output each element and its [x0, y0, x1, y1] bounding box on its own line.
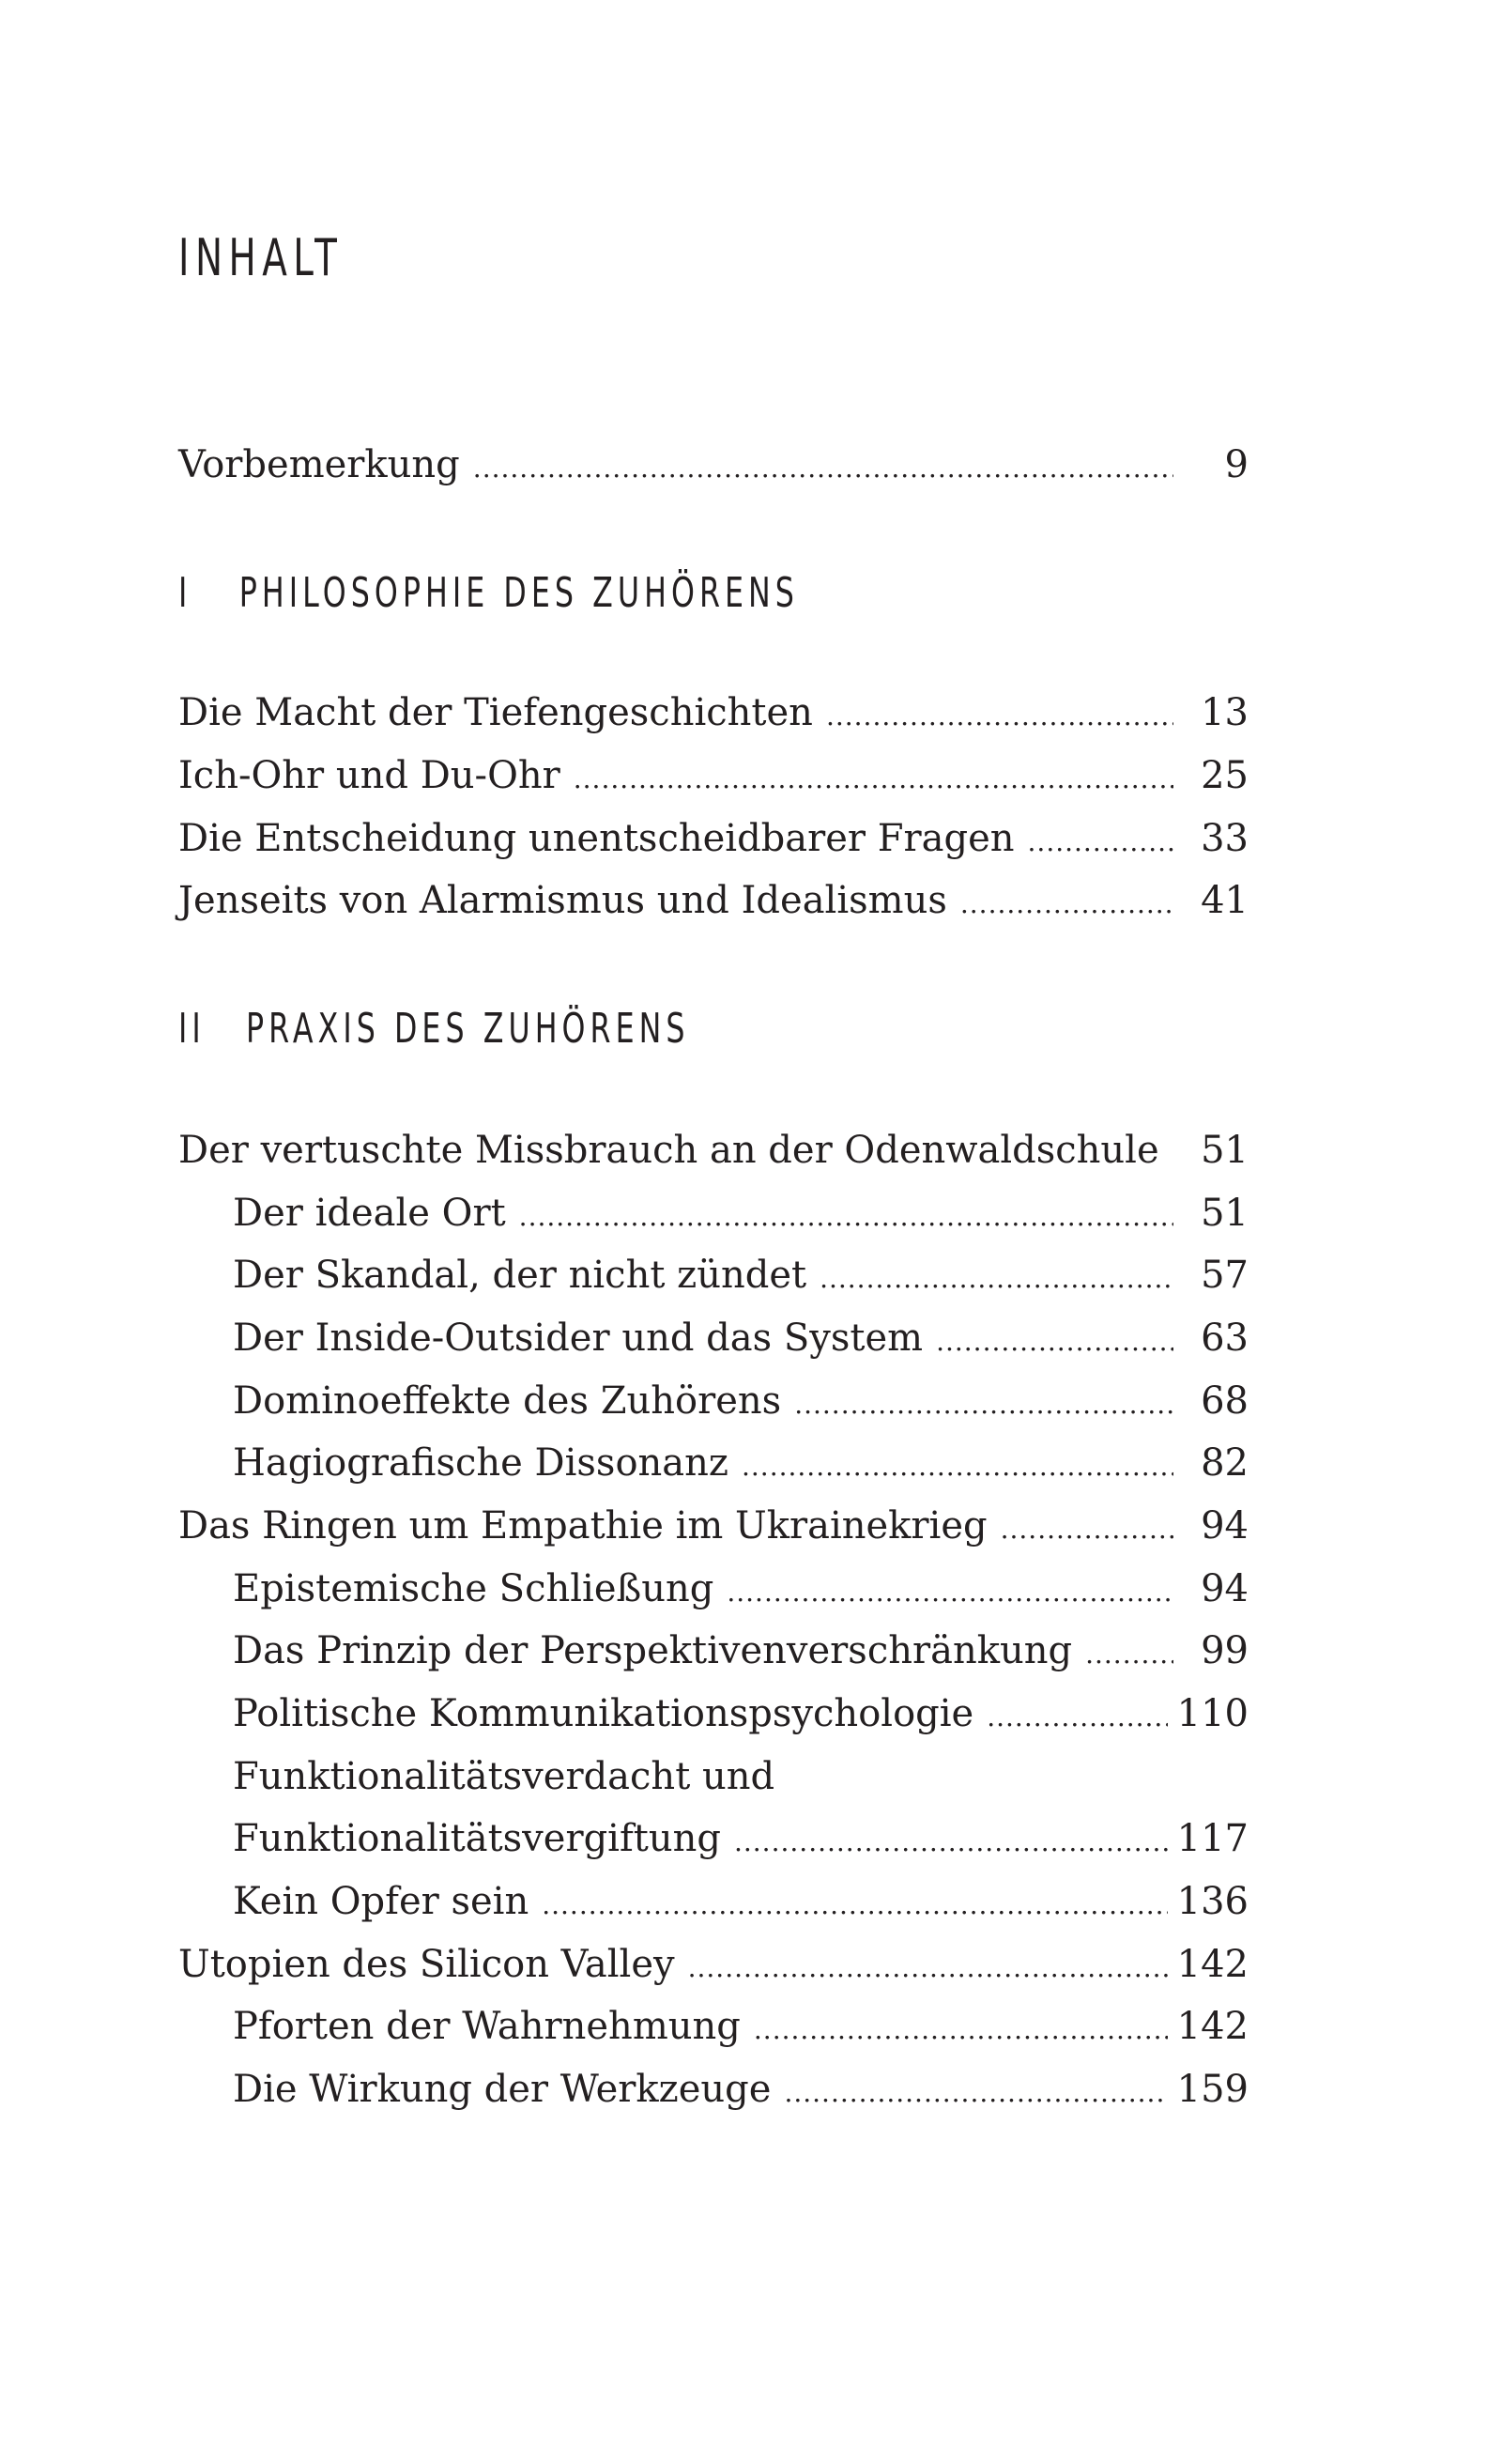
toc-entry-page: 110: [1176, 1692, 1249, 1735]
toc-entry-title: Die Entscheidung unentscheidbarer Fragen: [178, 817, 1015, 860]
toc-subentry[interactable]: [233, 1182, 1249, 1244]
toc-entry-title: Die Macht der Tiefengeschichten: [178, 691, 813, 734]
dot-leader: [473, 438, 1173, 500]
toc-subentry[interactable]: [233, 2058, 1249, 2120]
toc-entry-page: 99: [1201, 1629, 1249, 1672]
part-title: PRAXIS DES ZUHÖRENS: [245, 1005, 690, 1053]
toc-entry[interactable]: [178, 1933, 1249, 1995]
toc-entry-page: 142: [1176, 1943, 1249, 1986]
toc-entry-page: 117: [1176, 1817, 1249, 1860]
toc-subentry[interactable]: [233, 1558, 1249, 1620]
toc-subentry[interactable]: [233, 1995, 1249, 2057]
toc-entry-page: 94: [1201, 1567, 1249, 1610]
toc-entry-page: 51: [1201, 1129, 1249, 1172]
toc-entry-title: Kein Opfer sein: [233, 1880, 529, 1923]
toc-subentry[interactable]: [233, 1307, 1249, 1369]
toc-entry-title: Politische Kommunikationspsychologie: [233, 1692, 974, 1735]
toc-entry-title: Der Skandal, der nicht zündet: [233, 1254, 807, 1297]
toc-entry-title: Hagiografische Dissonanz: [233, 1441, 728, 1485]
dot-leader: [754, 1999, 1168, 2061]
toc-subentry[interactable]: [233, 1432, 1249, 1494]
toc-subentry-first-line[interactable]: [233, 1746, 1249, 1808]
dot-leader: [936, 1311, 1173, 1373]
toc-entry[interactable]: [178, 1119, 1249, 1181]
toc-entry-title: Der Inside-Outsider und das System: [233, 1317, 924, 1360]
toc-entry-page: 136: [1176, 1880, 1249, 1923]
dot-leader: [826, 685, 1173, 747]
toc-entry-preface[interactable]: [178, 434, 1249, 496]
toc-entry-page: 9: [1224, 443, 1249, 486]
dot-leader: [960, 873, 1173, 935]
toc-entry[interactable]: [178, 682, 1249, 744]
toc-entry-title: Das Prinzip der Perspektivenverschränkung: [233, 1629, 1073, 1672]
dot-leader: [784, 2062, 1167, 2124]
dot-leader: [574, 748, 1173, 810]
toc-entry[interactable]: [178, 745, 1249, 807]
toc-entry-page: 33: [1201, 817, 1249, 860]
toc-subentry[interactable]: [233, 1620, 1249, 1682]
toc-entry-title: Jenseits von Alarmismus und Idealismus: [178, 879, 947, 922]
dot-leader: [987, 1686, 1167, 1748]
toc-entry-title: Epistemische Schließung: [233, 1567, 714, 1610]
part-heading-1: [178, 569, 799, 617]
toc-entry-title: Ich-Ohr und Du-Ohr: [178, 754, 560, 797]
toc-entry-title: Vorbemerkung: [178, 443, 460, 486]
dot-leader: [542, 1874, 1167, 1936]
toc-subentry[interactable]: [233, 1871, 1249, 1933]
toc-subentry[interactable]: [233, 1370, 1249, 1432]
dot-leader: [519, 1186, 1173, 1248]
dot-leader: [1172, 1123, 1173, 1185]
toc-entry-title: Funktionalitätsverdacht und: [233, 1755, 775, 1798]
toc-entry-page: 142: [1176, 2005, 1249, 2048]
page-title: INHALT: [178, 228, 344, 287]
dot-leader: [1085, 1624, 1173, 1686]
part-title: PHILOSOPHIE DES ZUHÖRENS: [238, 569, 799, 617]
toc-entry-title: Das Ringen um Empathie im Ukrainekrieg: [178, 1504, 988, 1548]
toc-subentry[interactable]: [233, 1244, 1249, 1306]
toc-subentry[interactable]: [233, 1683, 1249, 1745]
toc-entry-title: Der vertuschte Missbrauch an der Odenwaldschule: [178, 1129, 1159, 1172]
dot-leader: [1001, 1499, 1173, 1561]
toc-entry-page: 25: [1201, 754, 1249, 797]
toc-entry-page: 41: [1201, 879, 1249, 922]
part-numeral: II: [178, 1005, 206, 1053]
dot-leader: [734, 1811, 1168, 1873]
toc-entry-title: Dominoeffekte des Zuhörens: [233, 1379, 782, 1423]
dot-leader: [794, 1374, 1173, 1436]
toc-entry-title: Der ideale Ort: [233, 1192, 506, 1235]
toc-entry-page: 51: [1201, 1192, 1249, 1235]
dot-leader: [742, 1436, 1173, 1498]
toc-subentry[interactable]: [233, 1808, 1249, 1870]
dot-leader: [727, 1562, 1173, 1624]
toc-entry-page: 159: [1176, 2068, 1249, 2111]
part-numeral: I: [178, 569, 192, 617]
toc-entry[interactable]: [178, 1495, 1249, 1557]
toc-entry-title: Funktionalitätsvergiftung: [233, 1817, 721, 1860]
toc-entry[interactable]: [178, 870, 1249, 932]
toc-entry-title: Pforten der Wahrnehmung: [233, 2005, 741, 2048]
toc-entry-page: 63: [1201, 1317, 1249, 1360]
toc-entry-page: 94: [1201, 1504, 1249, 1548]
part-heading-2: [178, 1005, 690, 1053]
toc-entry-title: Utopien des Silicon Valley: [178, 1943, 675, 1986]
toc-entry-page: 13: [1201, 691, 1249, 734]
toc-entry[interactable]: [178, 808, 1249, 870]
toc-entry-title: Die Wirkung der Werkzeuge: [233, 2068, 772, 2111]
dot-leader: [1028, 811, 1173, 873]
toc-entry-page: 57: [1201, 1254, 1249, 1297]
toc-entry-page: 68: [1201, 1379, 1249, 1423]
dot-leader: [688, 1937, 1168, 1999]
toc-entry-page: 82: [1201, 1441, 1249, 1485]
dot-leader: [820, 1248, 1173, 1310]
